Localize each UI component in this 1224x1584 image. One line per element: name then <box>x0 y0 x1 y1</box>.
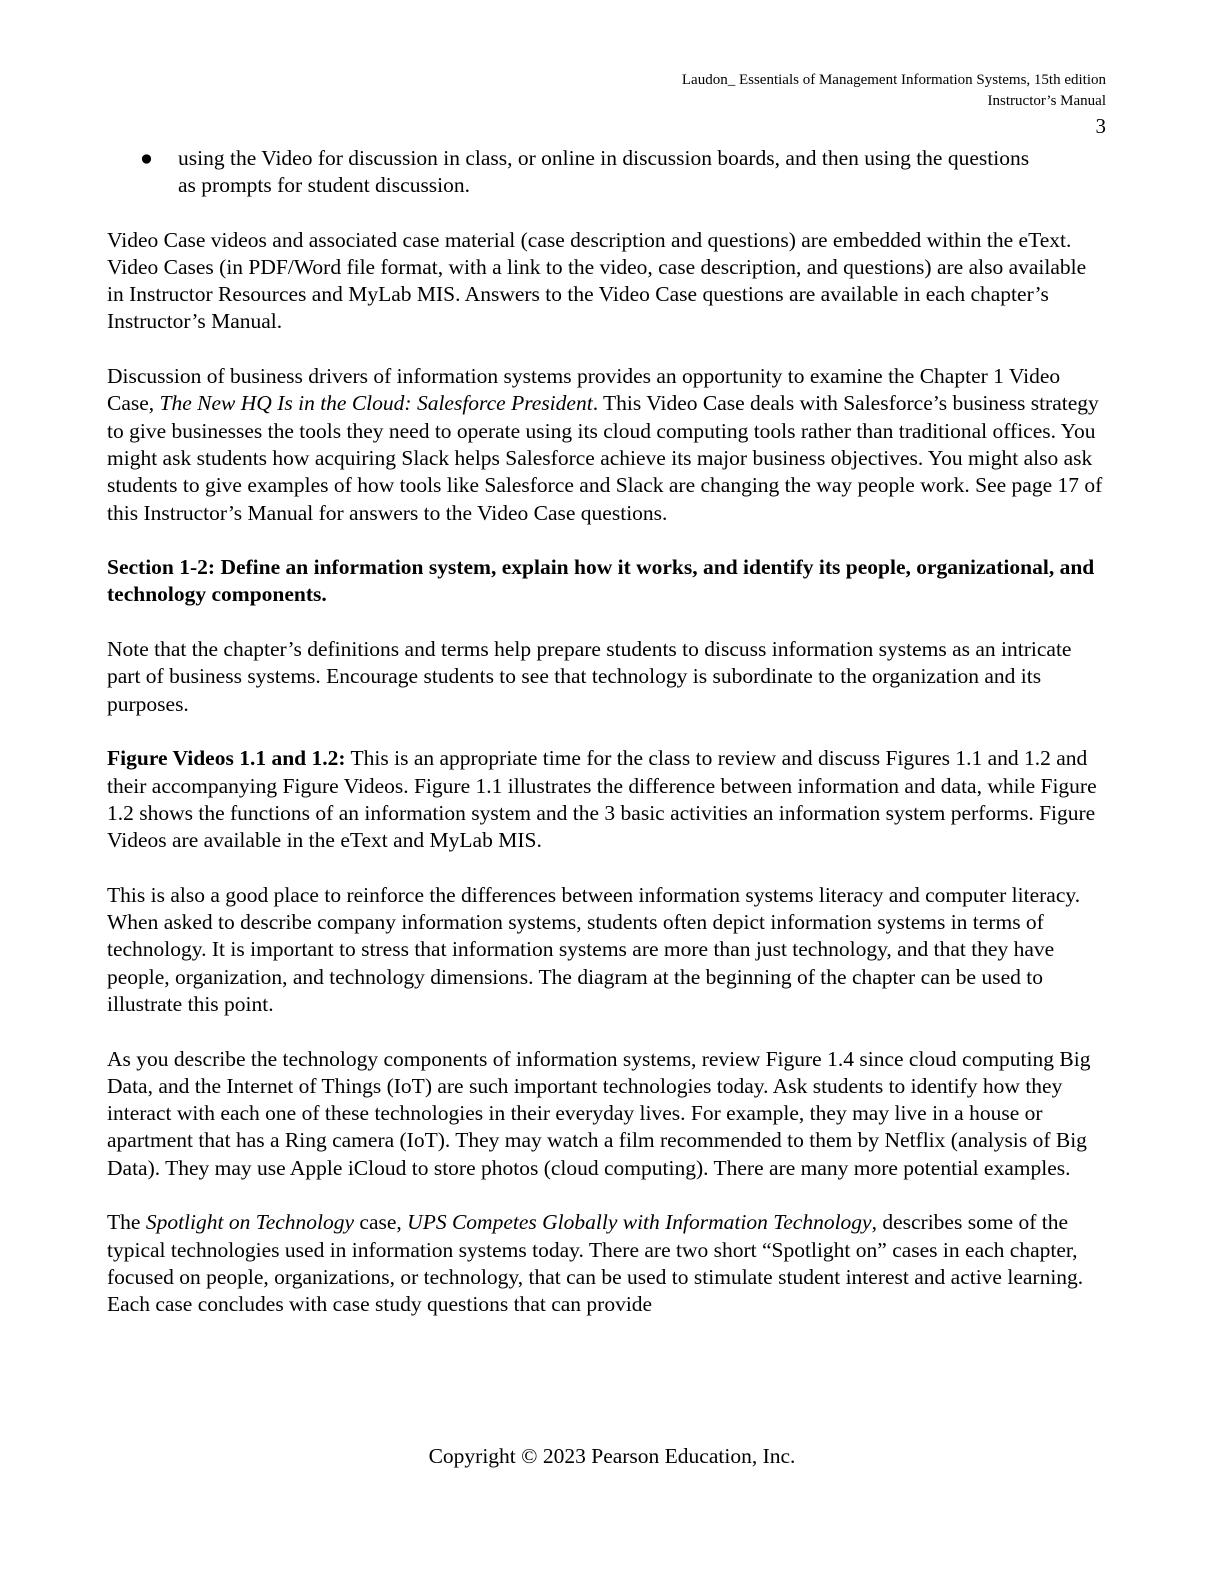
bullet-icon: ● <box>140 146 153 170</box>
paragraph-technology-components: As you describe the technology components of information systems, review Figure 1.4 since cloud computing Big Data, and the Internet of Things (IoT) are such important technologies today. Ask students to identify how they interact with each one of these technologies in their everyday lives. For example, they may live in a house or apartment that has a Ring camera (IoT). They may watch a film recommended to them by Netflix (analysis of Big Data). They may use Apple iCloud to store photos (cloud computing). There are many more potential examples. <box>107 1046 1091 1180</box>
spotlight-part-e: , describes some of the typical technologies used in information systems today. There are two short “Spotlight on” cases in each chapter, focused on people, organizations, or technology, that can be used to stimulate student interest and active learning. Each case concludes with case study questions that can provide <box>107 1210 1084 1317</box>
bullet-text: using the Video for discussion in class, or online in discussion boards, and then using the questions as prompts for student discussion. <box>178 146 1030 198</box>
copyright-footer: Copyright © 2023 Pearson Education, Inc. <box>428 1444 796 1468</box>
header-manual-label: Instructor’s Manual <box>987 93 1106 109</box>
document-body <box>107 145 1107 1346</box>
section-heading <box>107 554 1107 609</box>
section-heading-text: Section 1-2: Define an information system, explain how it works, and identify its people, organizational, and technology components. <box>107 555 1095 607</box>
figure-videos-text: This is an appropriate time for the class to review and discuss Figures 1.1 and 1.2 and their accompanying Figure Videos. Figure 1.1 illustrates the difference between information and data, while Figure 1.2 shows the functions of an information system and the 3 basic activities an information system performs. Figure Videos are available in the eText and MyLab MIS. <box>107 746 1097 853</box>
bullet-item <box>107 145 1107 200</box>
paragraph-business-drivers-part-c: . This Video Case deals with Salesforce’s business strategy to give businesses the tools they need to operate using its cloud computing tools rather than traditional offices. You might ask students how acquiring Slack helps Salesforce achieve its major business objectives. You might also ask students to give examples of how tools like Salesforce and Slack are changing the way people work. See page 17 of this Instructor’s Manual for answers to the Video Case questions. <box>107 391 1103 525</box>
paragraph-figure-videos <box>107 745 1107 854</box>
spotlight-case-title: UPS Competes Globally with Information Technology <box>407 1210 872 1235</box>
figure-videos-lead: Figure Videos 1.1 and 1.2: <box>107 746 346 771</box>
spotlight-series-title: Spotlight on Technology <box>145 1210 355 1235</box>
paragraph-business-drivers-part-a: Discussion of business drivers of information systems provides an opportunity to examine the Chapter 1 Video Case, <box>107 364 1061 416</box>
running-header <box>682 70 1106 112</box>
paragraph-definitions: Note that the chapter’s definitions and terms help prepare students to discuss information systems as an intricate part of business systems. Encourage students to see that technology is subordinate to the organization and its purposes. <box>107 637 1072 716</box>
spotlight-part-c: case, <box>354 1210 408 1235</box>
paragraph-video-case: Video Case videos and associated case material (case description and questions) are embedded within the eText. Video Cases (in PDF/Word file format, with a link to the video, case description, and questions) are also available in Instructor Resources and MyLab MIS. Answers to the Video Case questions are available in each chapter’s Instructor’s Manual. <box>107 227 1087 334</box>
header-book-title: Laudon_ Essentials of Management Information Systems, 15th edition <box>681 72 1106 88</box>
paragraph-spotlight <box>107 1209 1107 1318</box>
paragraph-literacy: This is also a good place to reinforce the differences between information systems literacy and computer literacy. When asked to describe company information systems, students often depict information systems in terms of technology. It is important to stress that information systems are more than just technology, and that they have people, organization, and technology dimensions. The diagram at the beginning of the chapter can be used to illustrate this point. <box>107 882 1081 1016</box>
paragraph-business-drivers <box>107 363 1107 527</box>
video-case-title: The New HQ Is in the Cloud: Salesforce President <box>159 391 593 416</box>
page-number: 3 <box>1095 114 1106 138</box>
spotlight-part-a: The <box>107 1210 146 1235</box>
